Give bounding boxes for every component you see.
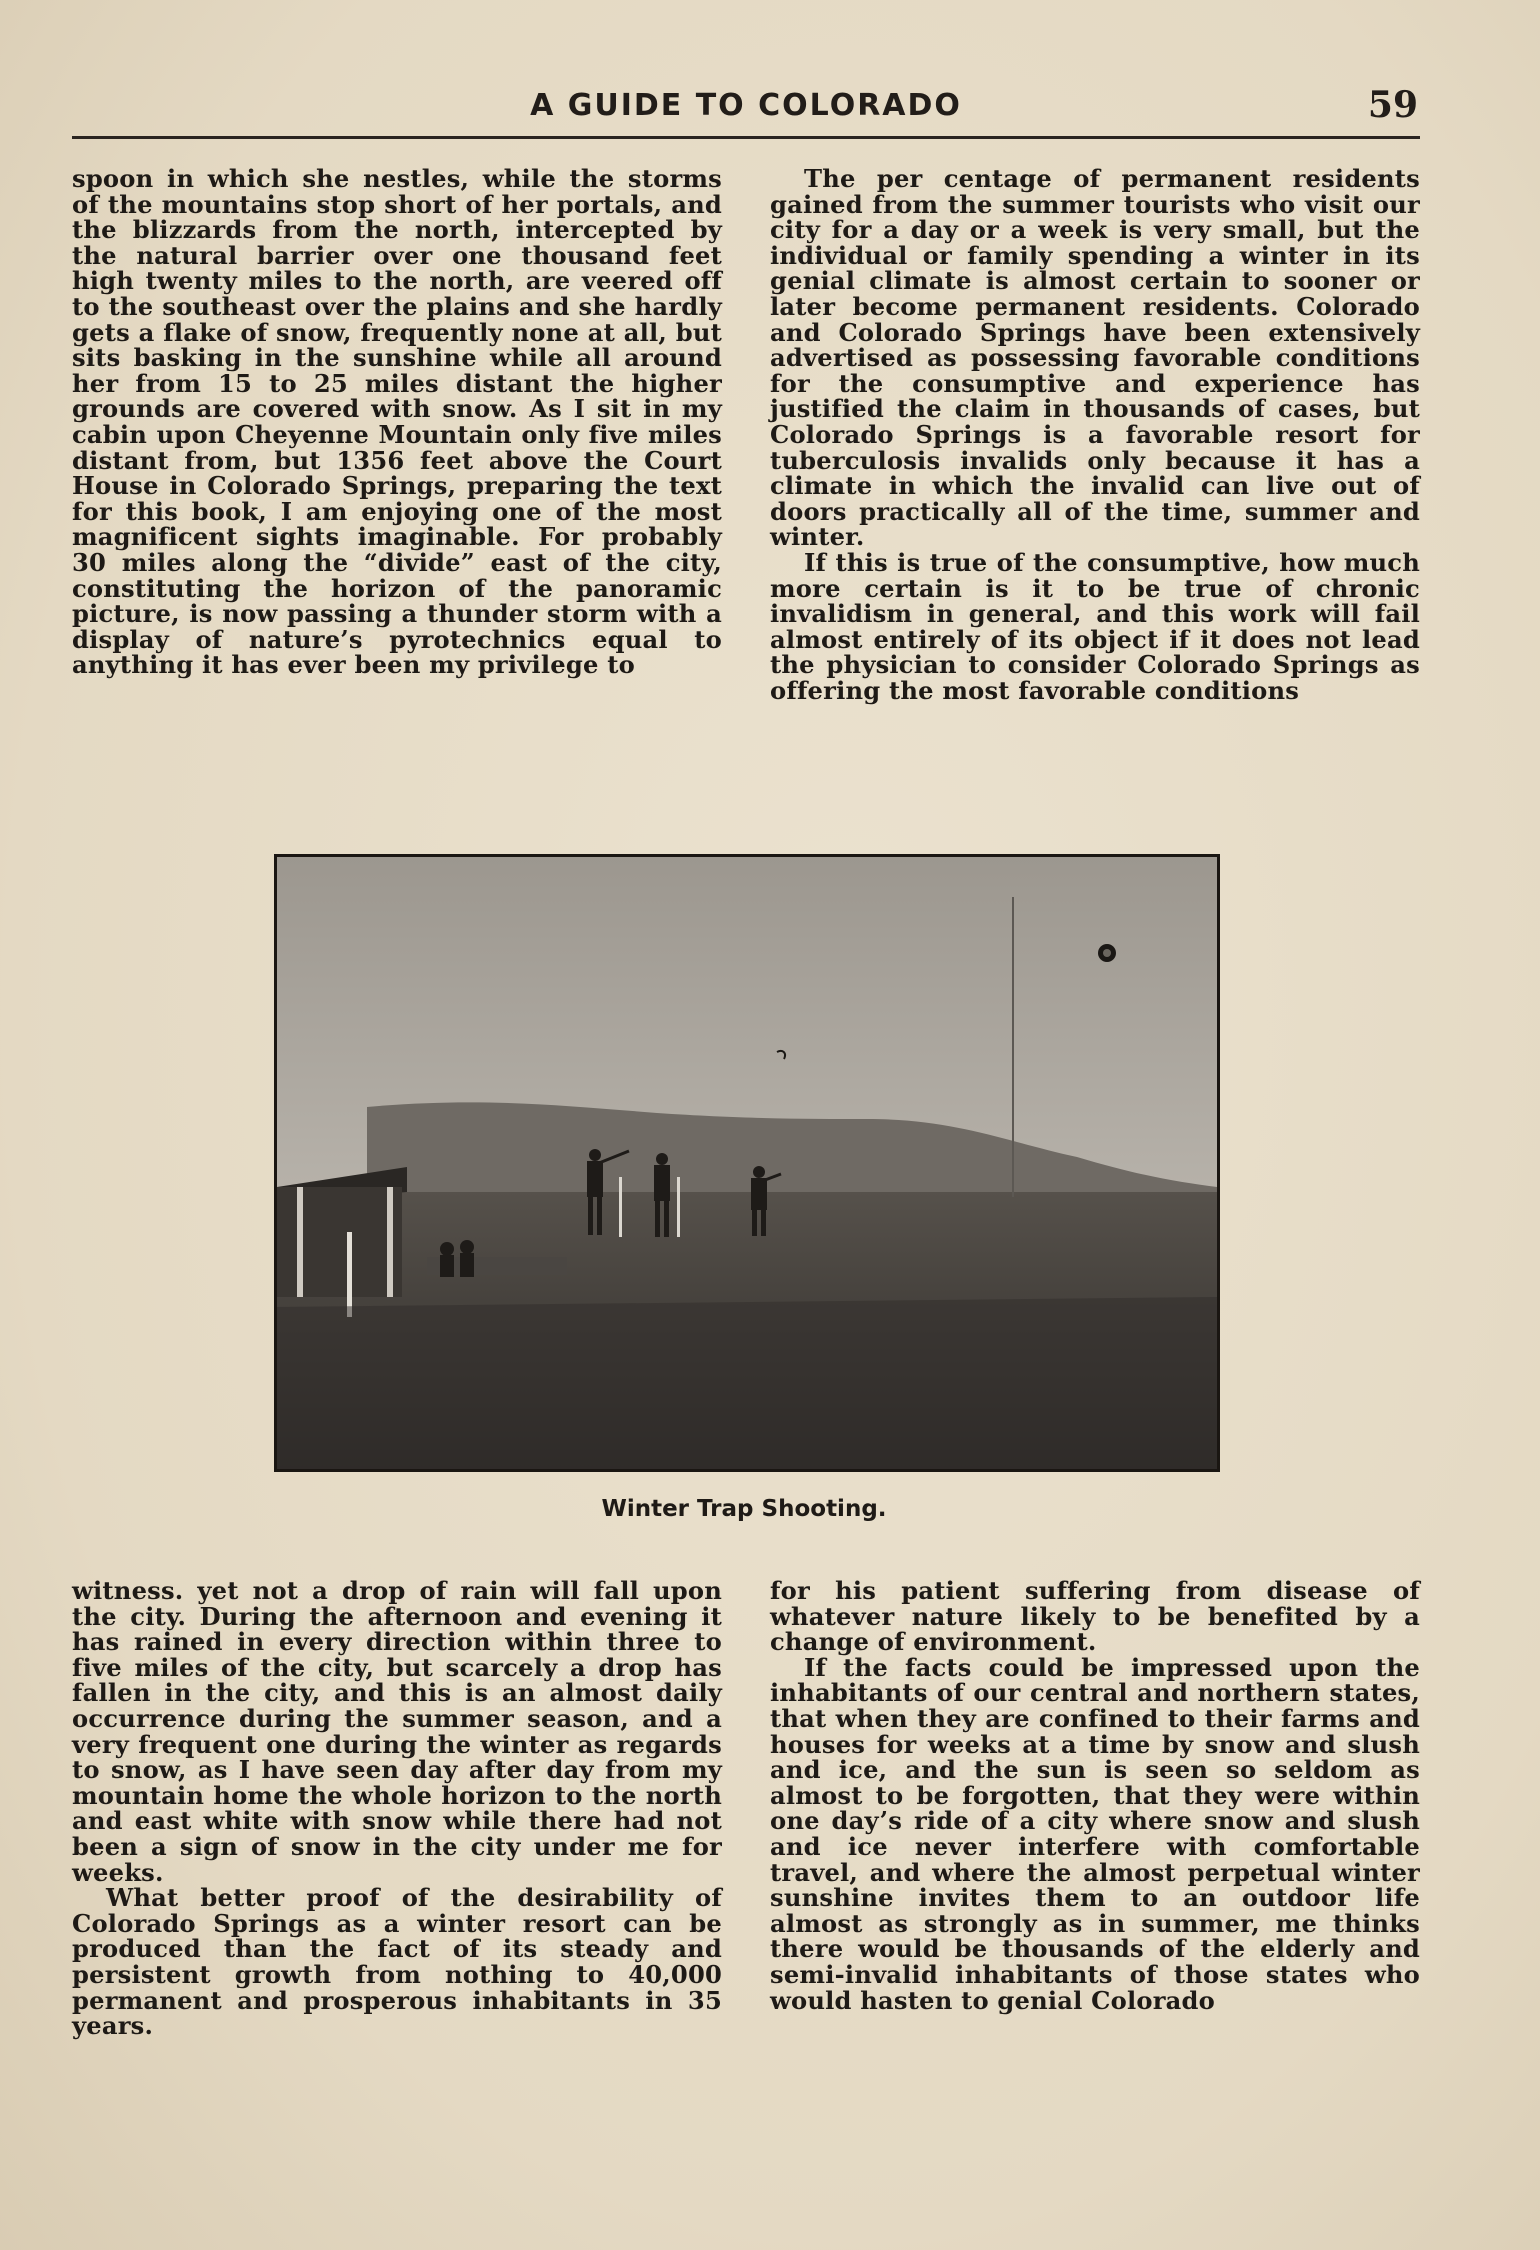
photo-caption: Winter Trap Shooting. — [601, 1496, 887, 1522]
shooter — [655, 1201, 660, 1237]
column-bottom-left — [72, 1578, 722, 2039]
column-top-right — [770, 166, 1420, 703]
paragraph: The per centage of permanent residents gained from the summer tourists who visit our city for a day or a week is very small, but the individual or family spending a winter in its genial climate is almost certain to sooner or later become permanent residents. Colorado and Colorado Springs have been extensively advertised as possessing favorable conditions for the consumptive and experience has justified the claim in thousands of cases, but Colorado Springs is a favorable resort for tuberculosis invalids only because it has a climate in which the invalid can live out of doors practically all of the time, summer and winter. — [770, 164, 1420, 552]
spectator — [460, 1240, 474, 1254]
white-post — [347, 1232, 352, 1317]
page-number: 59 — [1367, 84, 1418, 126]
flagpole — [1012, 897, 1014, 1197]
shooter — [664, 1201, 669, 1237]
photo-illustration — [277, 857, 1217, 1469]
shooter — [656, 1153, 668, 1165]
spectator — [460, 1253, 474, 1277]
trap-post — [619, 1177, 622, 1237]
shooter — [588, 1197, 593, 1235]
paragraph: spoon in which she nestles, while the storms of the mountains stop short of her portals, and the blizzards from the north, intercepted by the natural barrier over one thousand feet high twenty miles to the north, are veered off to the southeast over the plains and she hardly gets a flake of snow, frequently none at all, but sits basking in the sunshine while all around her from 15 to 25 miles distant the higher grounds are covered with snow. As I sit in my cabin upon Cheyenne Mountain only five miles distant from, but 1356 feet above the Court House in Colorado Springs, preparing the text for this book, I am enjoying one of the most magnificent sights imaginable. For probably 30 miles along the “divide” east of the city, constituting the horizon of the panoramic picture, is now passing a thunder storm with a display of nature’s pyrotechnics equal to anything it has ever been my privilege to — [72, 164, 722, 680]
shooter — [587, 1161, 603, 1197]
column-bottom-right — [770, 1578, 1420, 2013]
paragraph: If this is true of the consumptive, how much more certain is it to be true of chronic invalidism in general, and this work will fail almost entirely of its object if it does not lead the physician to consider Colorado Springs as offering the most favorable conditions — [770, 547, 1420, 705]
spectator — [440, 1242, 454, 1256]
paragraph: If the facts could be impressed upon the inhabitants of our central and northern states, that when they are confined to their farms and houses for weeks at a time by snow and slush and ice, and the sun is seen so seldom as almost to be forgotten, that they were within one day’s ride of a city where snow and slush and ice never interfere with comfortable travel, and where the almost perpetual winter sunshine invites them to an outdoor life almost as strongly as in summer, me thinks there would be thousands of the elderly and semi-invalid inhabitants of those states who would hasten to genial Colorado — [770, 1652, 1420, 2015]
shelter — [277, 1187, 402, 1297]
shooter — [654, 1165, 670, 1201]
field-shadow — [277, 1297, 1217, 1469]
photo-winter-trap-shooting — [274, 854, 1220, 1472]
shooter — [752, 1210, 757, 1236]
column-top-left — [72, 166, 722, 678]
shooter — [589, 1149, 601, 1161]
running-head: A GUIDE TO COLORADO — [530, 88, 962, 123]
page-header — [72, 84, 1420, 139]
shelter-post — [387, 1187, 393, 1297]
shooter — [753, 1166, 765, 1178]
spectator — [440, 1255, 454, 1277]
shelter-post — [297, 1187, 303, 1297]
paragraph: for his patient suffering from disease of whatever nature likely to be benefited by a change of environment. — [770, 1576, 1420, 1657]
shooter — [597, 1197, 602, 1235]
clay-target — [1103, 949, 1111, 957]
paragraph: witness. yet not a drop of rain will fall upon the city. During the afternoon and evening it has rained in every direction within three to five miles of the city, but scarcely a drop has fallen in the city, and this is an almost daily occurrence during the summer season, and a very frequent one during the winter as regards to snow, as I have seen day after day from my mountain home the whole horizon to the north and east white with snow while there had not been a sign of snow in the city under me for weeks. — [72, 1576, 722, 1887]
trap-post — [677, 1177, 680, 1237]
paragraph: What better proof of the desirability of Colorado Springs as a winter resort can be produced than the fact of its steady and persistent growth from nothing to 40,000 permanent and prosperous inhabitants in 35 years. — [72, 1883, 722, 2041]
shooter — [761, 1210, 766, 1236]
shooter — [751, 1178, 767, 1210]
